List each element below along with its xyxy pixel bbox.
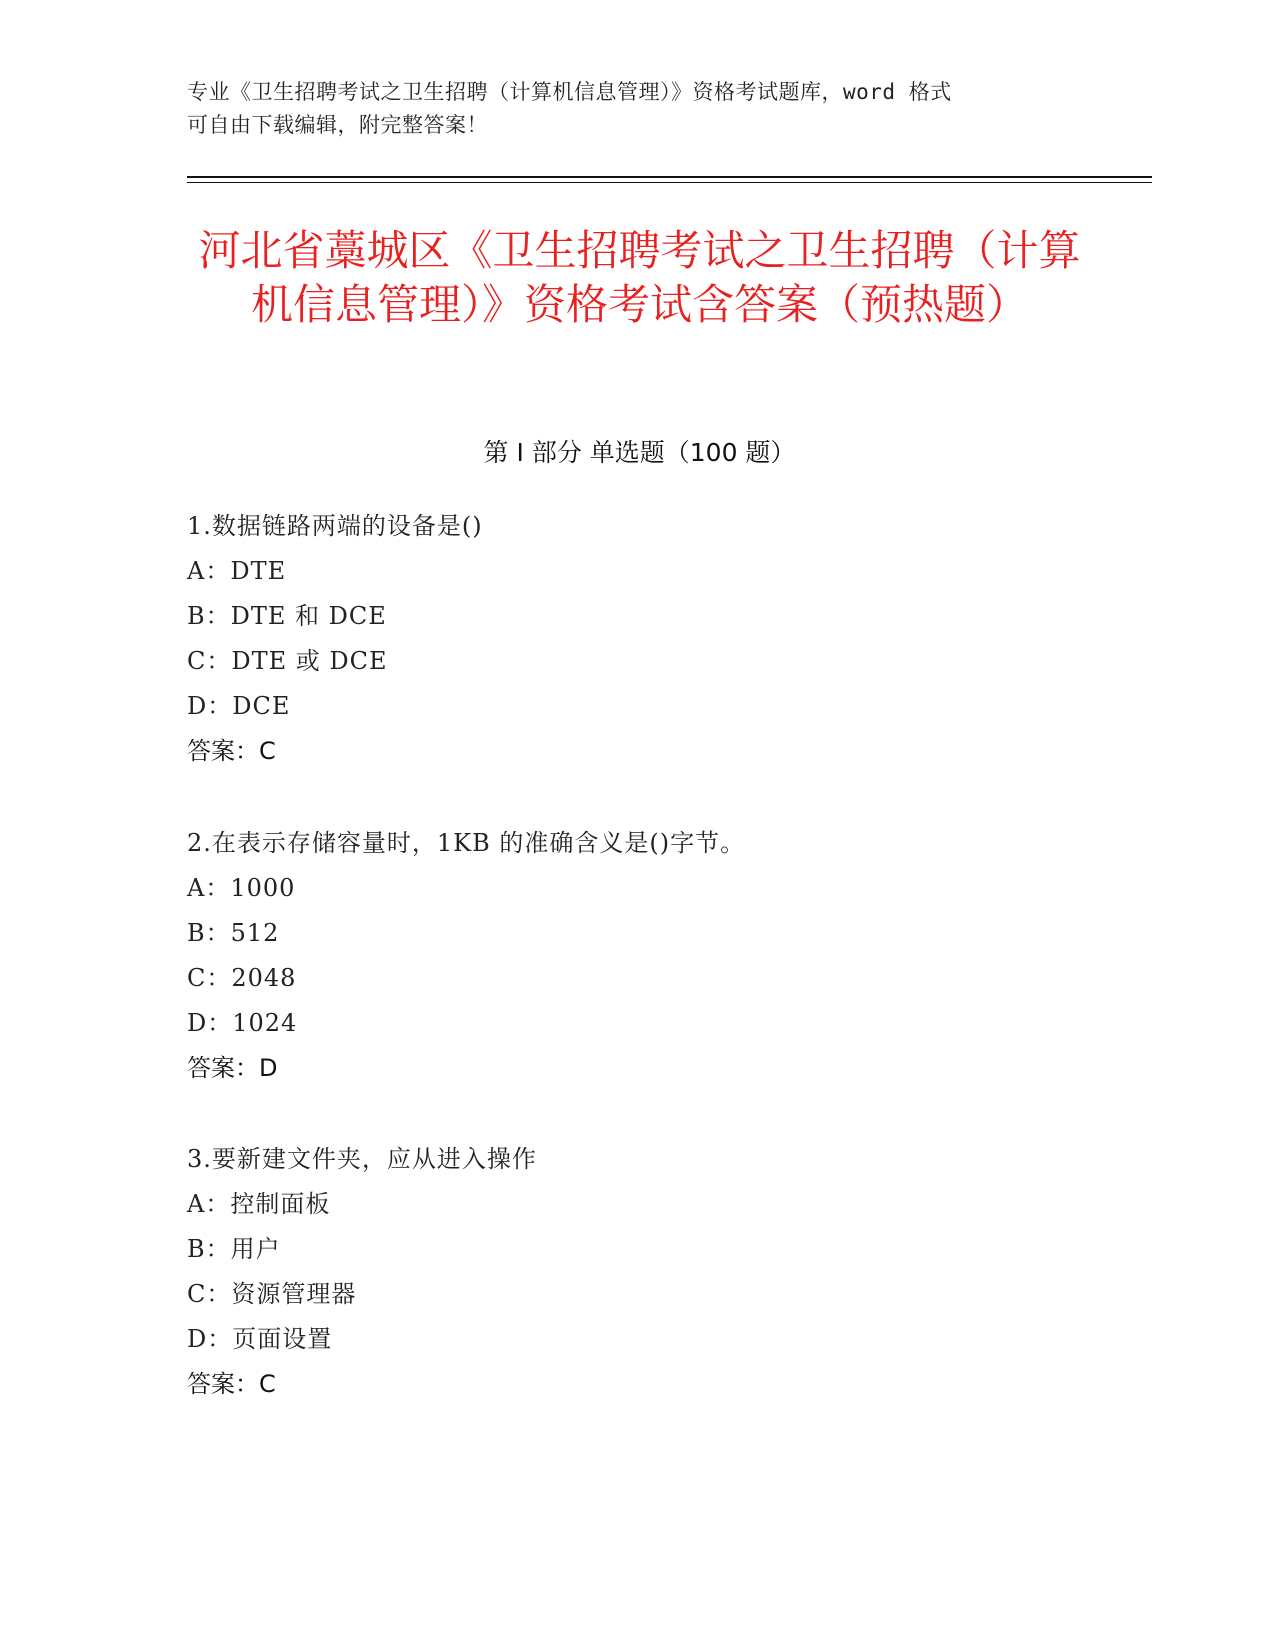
question-2: [187, 821, 1087, 1091]
answer: 答案：C: [187, 737, 276, 765]
answer: 答案：D: [187, 1054, 278, 1082]
question-stem: 1.数据链路两端的设备是(): [187, 512, 483, 540]
option-c: C：2048: [187, 964, 297, 992]
option-b: B：512: [187, 919, 280, 947]
option-d: D：页面设置: [187, 1325, 333, 1353]
header-note-line-2: 可自由下载编辑，附完整答案！: [187, 113, 488, 137]
option-c: C：DTE 或 DCE: [187, 647, 388, 675]
option-b: B：DTE 和 DCE: [187, 602, 387, 630]
question-stem: 3.要新建文件夹，应从进入操作: [187, 1145, 537, 1173]
header-divider-thick: [187, 176, 1152, 178]
question-1: [187, 504, 1087, 774]
answer: 答案：C: [187, 1370, 276, 1398]
option-a: A：DTE: [187, 557, 287, 585]
header-note: [187, 76, 1067, 142]
header-divider-thin: [187, 182, 1152, 183]
document-title: 河北省藁城区《卫生招聘考试之卫生招聘（计算机信息管理）》资格考试含答案（预热题）: [198, 226, 1081, 329]
option-d: D：DCE: [187, 692, 291, 720]
section-heading: 第 I 部分 单选题（100 题）: [483, 438, 796, 467]
option-c: C：资源管理器: [187, 1280, 357, 1308]
option-a: A：控制面板: [187, 1190, 331, 1218]
option-a: A：1000: [187, 874, 296, 902]
option-b: B：用户: [187, 1235, 281, 1263]
question-3: [187, 1137, 1087, 1407]
question-stem: 2.在表示存储容量时，1KB 的准确含义是()字节。: [187, 829, 746, 857]
option-d: D：1024: [187, 1009, 298, 1037]
header-note-line-1: 专业《卫生招聘考试之卫生招聘（计算机信息管理）》资格考试题库，word 格式: [187, 80, 952, 104]
